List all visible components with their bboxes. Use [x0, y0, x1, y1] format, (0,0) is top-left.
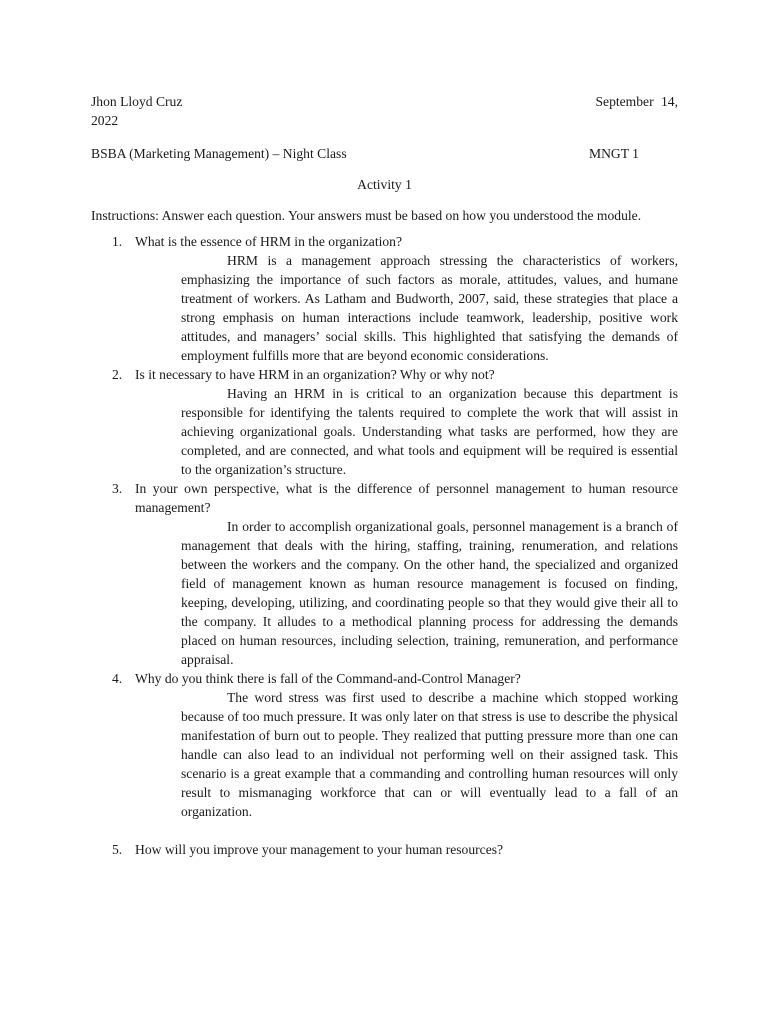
instructions: Instructions: Answer each question. Your answers must be based on how you understood the module. [91, 208, 642, 223]
answer-text: The word stress was first used to describe a machine which stopped working because of too much pressure. It was only later on that stress is use to describe the physical manifestation of burn out to people. They realized that putting pressure more than one can handle can also lead to an individual not performing well on their assigned task. This scenario is a great example that a commanding and controlling human resources will only result to mismanaging workforce that can or will eventually lead to a fall of an organization. [181, 690, 678, 819]
question-list [91, 232, 678, 859]
question-item-4 [91, 669, 678, 821]
question-number: 1. [112, 234, 123, 249]
course-code: MNGT 1 [589, 146, 639, 161]
question-number: 5. [112, 842, 123, 857]
question-item-5 [91, 840, 678, 859]
answer-text: HRM is a management approach stressing the characteristics of workers, emphasizing the importance of such factors as morale, attitudes, values, and humane treatment of workers. As Latham and Budworth, 2007, said, these strategies that place a strong emphasis on human interactions include teamwork, leadership, positive work attitudes, and managers’ social skills. This highlighted that satisfying the demands of employment fulfills more that are beyond economic considerations. [181, 253, 678, 363]
question-item-1 [91, 232, 678, 365]
question-number: 2. [112, 367, 123, 382]
question-text: How will you improve your management to your human resources? [135, 842, 504, 857]
question-text: Is it necessary to have HRM in an organization? Why or why not? [135, 367, 495, 382]
question-number: 4. [112, 671, 123, 686]
date: September 14, [595, 94, 678, 109]
course-row [91, 144, 678, 163]
header-row [91, 92, 678, 111]
question-item-2 [91, 365, 678, 479]
answer-text: In order to accomplish organizational goals, personnel management is a branch of management that deals with the hiring, staffing, training, renumeration, and relations between the workers and the company. On the other hand, the specialized and organized field of management known as human resource management is focused on finding, keeping, developing, utilizing, and coordinating people so that they would give their all to the company. It alludes to a methodical planning process for addressing the demands placed on human resources, including selection, training, remuneration, and performance appraisal. [181, 519, 678, 667]
activity-title: Activity 1 [357, 177, 412, 192]
question-number: 3. [112, 481, 123, 496]
date-year: 2022 [91, 113, 119, 128]
question-text: Why do you think there is fall of the Command-and-Control Manager? [135, 671, 521, 686]
question-item-3 [91, 479, 678, 669]
answer-text: Having an HRM in is critical to an organization because this department is responsible for identifying the talents required to complete the work that will assist in achieving organizational goals. Understanding what tasks are performed, how they are completed, and are connected, and what tools and equipment will be required is essential to the organization’s structure. [181, 386, 678, 477]
course-name: BSBA (Marketing Management) – Night Class [91, 146, 347, 161]
question-text: In your own perspective, what is the difference of personnel management to human resource management? [135, 481, 678, 515]
document-page [91, 92, 678, 859]
question-text: What is the essence of HRM in the organization? [135, 234, 403, 249]
student-name: Jhon Lloyd Cruz [91, 94, 183, 109]
